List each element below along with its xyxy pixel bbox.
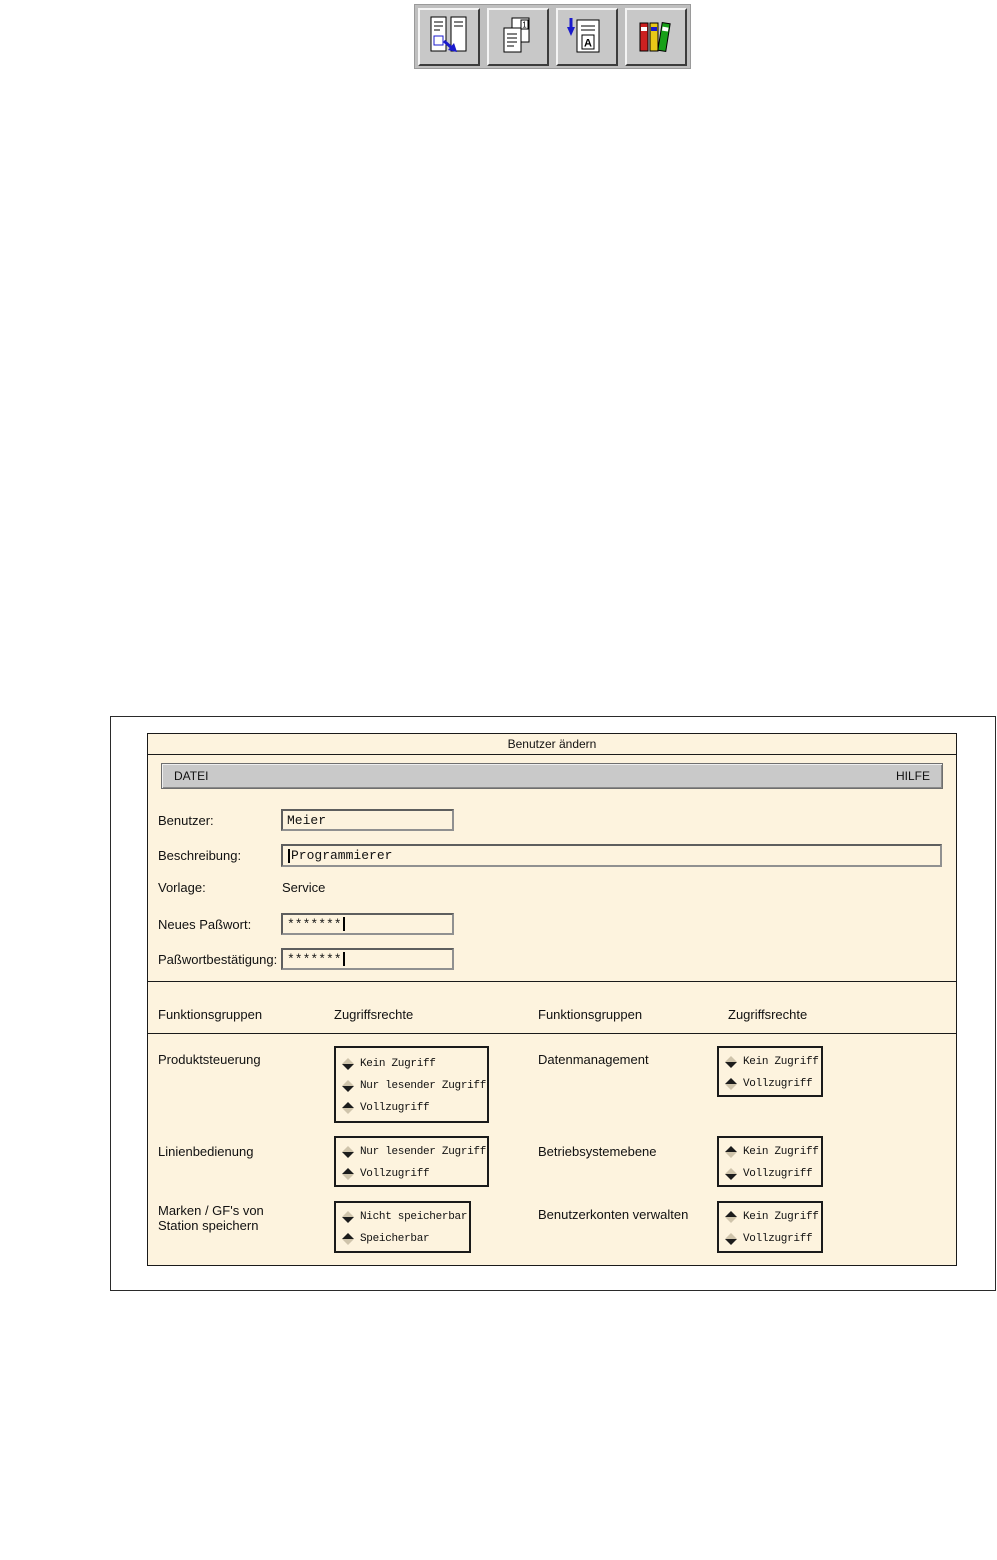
radio-option[interactable] [342, 1097, 487, 1119]
separator-line [148, 1033, 956, 1034]
radio-option-label: Kein Zugriff [360, 1058, 436, 1070]
radio-option[interactable] [342, 1075, 487, 1097]
group-label-marken-speichern: Marken / GF's von Station speichern [158, 1203, 264, 1233]
radio-diamond-icon [725, 1211, 737, 1223]
radio-option-label: Nicht speicherbar [360, 1211, 468, 1223]
radio-diamond-icon [725, 1078, 737, 1090]
text-caret [343, 917, 345, 931]
radio-diamond-icon [725, 1056, 737, 1068]
passwort-bestaetigung-value: ******* [287, 951, 342, 967]
passwort-bestaetigung-label: Paßwortbestätigung: [158, 952, 278, 967]
neues-passwort-label: Neues Paßwort: [158, 917, 252, 932]
group-label-linienbedienung: Linienbedienung [158, 1144, 254, 1159]
datenmanagement-optionbox [717, 1046, 823, 1097]
benutzerkonten-optionbox [717, 1201, 823, 1253]
group-label-produktsteuerung: Produktsteuerung [158, 1052, 261, 1067]
neues-passwort-value: ******* [287, 916, 342, 932]
group-label-datenmanagement: Datenmanagement [538, 1052, 649, 1067]
column-header-funktionsgruppen-right: Funktionsgruppen [538, 1007, 643, 1022]
vorlage-value: Service [282, 880, 326, 895]
radio-diamond-icon [725, 1168, 737, 1180]
radio-option-label: Kein Zugriff [743, 1211, 819, 1223]
group-label-benutzerkonten-verwalten: Benutzerkonten verwalten [538, 1207, 689, 1222]
radio-option[interactable] [725, 1228, 821, 1250]
benutzer-label: Benutzer: [158, 813, 214, 828]
menu-item-datei[interactable]: DATEI [174, 769, 209, 783]
radio-option[interactable] [725, 1073, 821, 1095]
radio-diamond-icon [725, 1146, 737, 1158]
overlapping-pages-icon [495, 14, 541, 60]
radio-diamond-icon [342, 1233, 354, 1245]
beschreibung-label: Beschreibung: [158, 848, 242, 863]
radio-option-label: Vollzugriff [360, 1168, 430, 1180]
radio-diamond-icon [342, 1211, 354, 1223]
books-icon [633, 14, 679, 60]
radio-option[interactable] [725, 1206, 821, 1228]
beschreibung-value: Programmierer [291, 848, 393, 863]
radio-option-label: Speicherbar [360, 1233, 430, 1245]
radio-option-label: Vollzugriff [743, 1233, 813, 1245]
column-header-zugriffsrechte-left: Zugriffsrechte [334, 1007, 414, 1022]
benutzer-aendern-dialog [147, 733, 957, 1266]
radio-option[interactable] [725, 1051, 821, 1073]
radio-option[interactable] [342, 1053, 487, 1075]
column-header-funktionsgruppen-left: Funktionsgruppen [158, 1007, 263, 1022]
menu-item-hilfe[interactable]: HILFE [895, 769, 930, 783]
column-header-zugriffsrechte-right: Zugriffsrechte [728, 1007, 808, 1022]
dialog-title: Benutzer ändern [507, 737, 597, 751]
radio-option-label: Vollzugriff [360, 1102, 430, 1114]
text-caret [288, 849, 290, 863]
menu-bar [161, 763, 943, 789]
toolbar-button-library[interactable] [625, 8, 687, 66]
radio-diamond-icon [342, 1146, 354, 1158]
radio-diamond-icon [725, 1233, 737, 1245]
radio-option[interactable] [342, 1228, 469, 1250]
marken-speichern-optionbox [334, 1201, 471, 1253]
radio-option[interactable] [342, 1141, 487, 1163]
letter-a-glyph: A [584, 37, 592, 50]
radio-diamond-icon [342, 1168, 354, 1180]
two-documents-transfer-icon [426, 14, 472, 60]
text-caret [343, 952, 345, 966]
beschreibung-input[interactable] [281, 844, 942, 867]
radio-diamond-icon [342, 1080, 354, 1092]
page-number-glyph: 1 [522, 20, 527, 30]
betriebsystemebene-optionbox [717, 1136, 823, 1187]
toolbar-button-insert-page[interactable] [556, 8, 618, 66]
radio-option-label: Kein Zugriff [743, 1146, 819, 1158]
neues-passwort-input[interactable] [281, 913, 454, 935]
radio-option-label: Vollzugriff [743, 1168, 813, 1180]
toolbar-button-pages[interactable] [487, 8, 549, 66]
radio-diamond-icon [342, 1102, 354, 1114]
separator-line [148, 981, 956, 982]
radio-option[interactable] [342, 1163, 487, 1185]
group-label-betriebsystemebene: Betriebsystemebene [538, 1144, 657, 1159]
radio-option-label: Nur lesender Zugriff [360, 1080, 487, 1092]
page-letter-insert-icon [564, 14, 610, 60]
linienbedienung-optionbox [334, 1136, 489, 1187]
dialog-title-bar [148, 734, 956, 755]
radio-option[interactable] [342, 1206, 469, 1228]
toolbar [414, 4, 691, 69]
passwort-bestaetigung-input[interactable] [281, 948, 454, 970]
toolbar-button-transfer[interactable] [418, 8, 480, 66]
radio-diamond-icon [342, 1058, 354, 1070]
radio-option[interactable] [725, 1141, 821, 1163]
produktsteuerung-optionbox [334, 1046, 489, 1123]
radio-option-label: Kein Zugriff [743, 1056, 819, 1068]
radio-option-label: Vollzugriff [743, 1078, 813, 1090]
benutzer-input[interactable] [281, 809, 454, 831]
vorlage-label: Vorlage: [158, 880, 206, 895]
radio-option-label: Nur lesender Zugriff [360, 1146, 487, 1158]
benutzer-value: Meier [287, 812, 327, 828]
radio-option[interactable] [725, 1163, 821, 1185]
